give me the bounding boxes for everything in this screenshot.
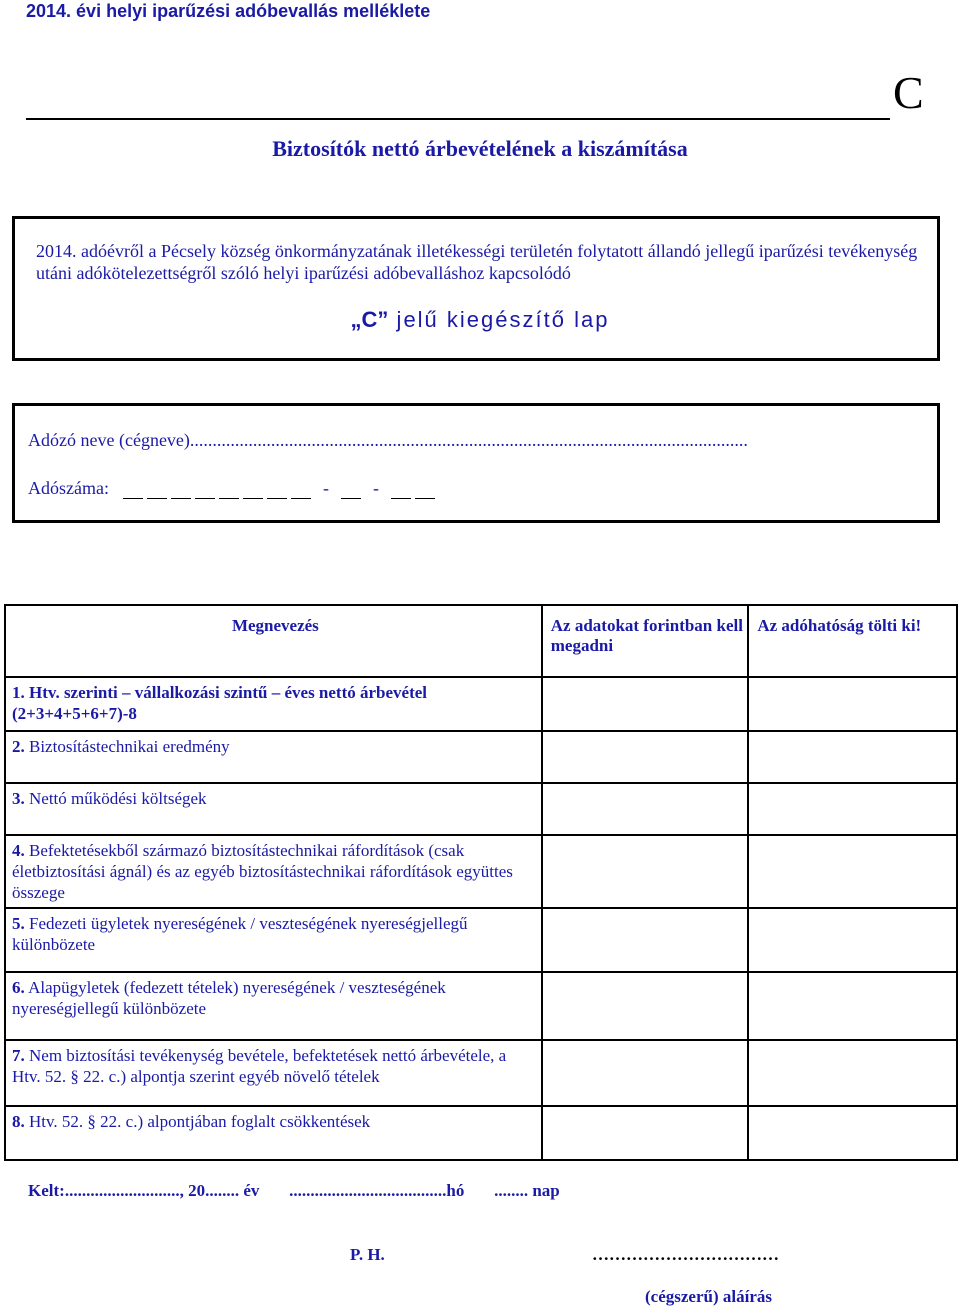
- column-header-name: Megnevezés: [5, 605, 542, 677]
- tax-number-digit[interactable]: [195, 482, 215, 499]
- row-text: Fedezeti ügyletek nyereségének / veszteségének nyereségjellegű különbözete: [12, 914, 468, 954]
- authority-cell: [748, 731, 957, 783]
- row-number: 5.: [12, 914, 25, 933]
- column-header-amount: Az adatokat forintban kell megadni: [542, 605, 749, 677]
- row-label: [6, 678, 541, 728]
- tax-number-digit[interactable]: [267, 482, 287, 499]
- taxpayer-name-field[interactable]: Adózó neve (cégneve)............................................................................................................................: [28, 430, 748, 450]
- tax-number-digit[interactable]: [341, 482, 361, 499]
- tax-number-separator: -: [372, 478, 379, 498]
- row-label: [6, 732, 541, 761]
- table-row: [5, 731, 957, 783]
- amount-cell[interactable]: [542, 972, 749, 1040]
- tax-number-digit[interactable]: [123, 482, 143, 499]
- row-label: [6, 973, 541, 1023]
- authority-cell: [748, 835, 957, 908]
- row-number: 8.: [12, 1112, 25, 1131]
- signature-line[interactable]: ……………………………: [592, 1245, 779, 1264]
- table-row: [5, 972, 957, 1040]
- authority-cell: [748, 1040, 957, 1106]
- tax-number-digit[interactable]: [391, 482, 411, 499]
- tax-number-label: Adószáma:: [28, 478, 109, 498]
- row-label: [6, 836, 541, 907]
- row-number: 1.: [12, 683, 25, 702]
- row-number: 3.: [12, 789, 25, 808]
- row-text: Befektetésekből származó biztosítástechnikai ráfordítások (csak életbiztosítási ágnál) és az egyéb biztosítástechnikai ráfordítások együttes összege: [12, 841, 513, 902]
- authority-cell: [748, 908, 957, 972]
- authority-cell: [748, 1106, 957, 1160]
- signature-label: (cégszerű) aláírás: [645, 1287, 772, 1306]
- tax-number-digit[interactable]: [219, 482, 239, 499]
- column-header-authority: Az adóhatóság tölti ki!: [748, 605, 957, 677]
- row-number: 4.: [12, 841, 25, 860]
- row-text: Biztosítástechnikai eredmény: [29, 737, 230, 756]
- tax-number-digit[interactable]: [291, 482, 311, 499]
- row-text: Nettó működési költségek: [29, 789, 207, 808]
- tax-number-digit[interactable]: [171, 482, 191, 499]
- row-label: [6, 909, 541, 959]
- table-row: [5, 1040, 957, 1106]
- revenue-table: [4, 604, 958, 1161]
- table-header-row: [5, 605, 957, 677]
- table-row: [5, 1106, 957, 1160]
- place-date-field[interactable]: Kelt:..........................., 20........ év .....................................hó ........ nap: [28, 1181, 560, 1200]
- appendix-letter: C: [893, 67, 924, 118]
- row-text: Htv. 52. § 22. c.) alpontjában foglalt csökkentések: [29, 1112, 371, 1131]
- authority-cell: [748, 783, 957, 835]
- taxpayer-box: [12, 403, 940, 523]
- tax-number-field[interactable]: [28, 478, 437, 499]
- intro-box: [12, 216, 940, 361]
- sheet-label-text: jelű kiegészítő lap: [388, 307, 610, 332]
- table-row: [5, 908, 957, 972]
- row-label: [6, 1041, 541, 1091]
- intro-text: 2014. adóévről a Pécsely község önkormányzatának illetékességi területén folytatott állandó jellegű iparűzési tevékenység utáni adókötelezettségről szóló helyi iparűzési adóbevalláshoz kapcsolódó: [36, 241, 918, 283]
- row-number: 6.: [12, 978, 25, 997]
- authority-cell: [748, 972, 957, 1040]
- amount-cell[interactable]: [542, 908, 749, 972]
- table-row: [5, 835, 957, 908]
- amount-cell[interactable]: [542, 677, 749, 731]
- row-text: Alapügyletek (fedezett tételek) nyereségének / veszteségének nyereségjellegű különbözete: [12, 978, 446, 1018]
- document-subtitle: Biztosítók nettó árbevételének a kiszámítása: [272, 136, 688, 161]
- row-text: Nem biztosítási tevékenység bevétele, befektetések nettó árbevétele, a Htv. 52. § 22. c.) alpontja szerint egyéb növelő tételek: [12, 1046, 507, 1086]
- stamp-placeholder: P. H.: [350, 1245, 385, 1264]
- table-row: [5, 783, 957, 835]
- amount-cell[interactable]: [542, 1040, 749, 1106]
- tax-number-separator: -: [322, 478, 329, 498]
- amount-cell[interactable]: [542, 1106, 749, 1160]
- sheet-label-letter: „C”: [350, 307, 389, 332]
- amount-cell[interactable]: [542, 835, 749, 908]
- page-header-title: 2014. évi helyi iparűzési adóbevallás melléklete: [26, 1, 431, 21]
- table-row: [5, 677, 957, 731]
- tax-number-digit[interactable]: [147, 482, 167, 499]
- authority-cell: [748, 677, 957, 731]
- sheet-label: [0, 307, 960, 333]
- tax-number-digit[interactable]: [415, 482, 435, 499]
- row-text: Htv. szerinti – vállalkozási szintű – éves nettó árbevétel (2+3+4+5+6+7)-8: [12, 683, 428, 723]
- row-number: 7.: [12, 1046, 25, 1065]
- amount-cell[interactable]: [542, 783, 749, 835]
- amount-cell[interactable]: [542, 731, 749, 783]
- row-label: [6, 1107, 541, 1136]
- header-divider: [26, 118, 890, 120]
- tax-number-digit[interactable]: [243, 482, 263, 499]
- row-number: 2.: [12, 737, 25, 756]
- row-label: [6, 784, 541, 813]
